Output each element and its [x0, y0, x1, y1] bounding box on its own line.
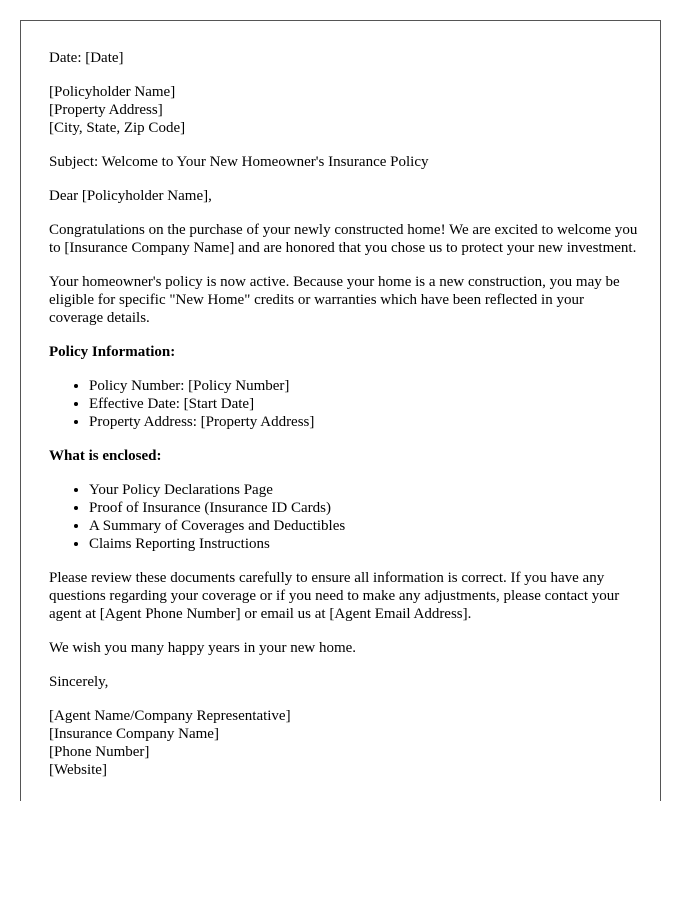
signature-line: [Website]	[49, 762, 107, 778]
recipient-address	[49, 83, 639, 137]
signature-line: [Agent Name/Company Representative]	[49, 708, 291, 724]
letter-subject: Subject: Welcome to Your New Homeowner's Insurance Policy	[49, 154, 429, 170]
signature-block	[49, 707, 639, 779]
list-item: • Proof of Insurance (Insurance ID Cards)	[89, 499, 639, 517]
letter-body	[49, 49, 639, 779]
list-item: • Property Address: [Property Address]	[89, 413, 639, 431]
address-line: [Property Address]	[49, 102, 163, 118]
paragraph-policy-active: Your homeowner's policy is now active. Because your home is a new construction, you may be eligible for specific "New Home" credits or warranties which have been reflected in your coverage details.	[49, 274, 620, 326]
list-item: • Effective Date: [Start Date]	[89, 395, 639, 413]
letter-salutation: Dear [Policyholder Name],	[49, 188, 212, 204]
signature-line: [Phone Number]	[49, 744, 150, 760]
address-line: [City, State, Zip Code]	[49, 120, 186, 136]
paragraph-review: Please review these documents carefully to ensure all information is correct. If you have any questions regarding your coverage or if you need to make any adjustments, please contact your agent at [Agent Phone Number] or email us at [Agent Email Address].	[49, 570, 620, 622]
enclosed-heading: What is enclosed:	[49, 448, 162, 464]
policy-information-heading: Policy Information:	[49, 344, 176, 360]
list-item: • Claims Reporting Instructions	[89, 535, 639, 553]
letter-date: Date: [Date]	[49, 50, 124, 66]
letter-page	[20, 20, 661, 801]
list-item: • Policy Number: [Policy Number]	[89, 377, 639, 395]
address-line: [Policyholder Name]	[49, 84, 176, 100]
policy-information-list	[49, 377, 639, 431]
list-item: • Your Policy Declarations Page	[89, 481, 639, 499]
list-item: • A Summary of Coverages and Deductibles	[89, 517, 639, 535]
paragraph-wishes: We wish you many happy years in your new home.	[49, 640, 357, 656]
paragraph-welcome: Congratulations on the purchase of your newly constructed home! We are excited to welcome you to [Insurance Company Name] and are honored that you chose us to protect your new investment.	[49, 222, 638, 256]
enclosed-list	[49, 481, 639, 553]
signature-line: [Insurance Company Name]	[49, 726, 219, 742]
letter-closing: Sincerely,	[49, 674, 109, 690]
